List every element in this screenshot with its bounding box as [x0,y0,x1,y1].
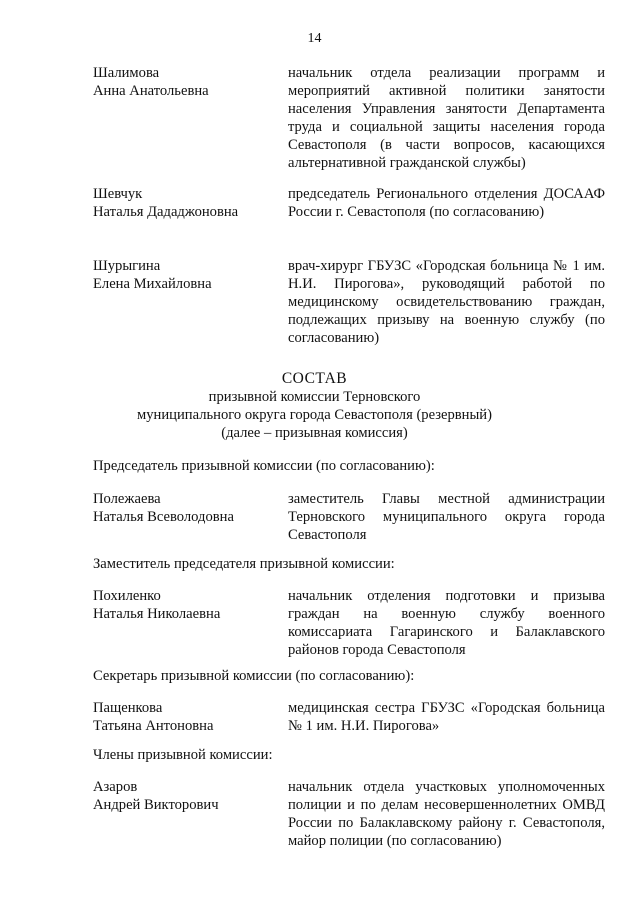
member-name [93,64,278,100]
member-surname: Полежаева [93,491,161,507]
member-given-names: Наталья Николаевна [93,606,221,622]
secretary-section-label: Секретарь призывной комиссии (по согласованию): [93,668,415,684]
composition-heading [0,370,629,442]
member-given-names: Наталья Дададжоновна [93,204,239,220]
member-given-names: Анна Анатольевна [93,83,209,99]
deputy-section-label: Заместитель председателя призывной комиссии: [93,556,395,572]
composition-subtitle-line: призывной комиссии Терновского [208,389,421,405]
member-surname: Азаров [93,779,138,795]
member-position: заместитель Главы местной администрации Терновского муниципального округа города Севастополя [288,491,605,543]
member-position: начальник отдела реализации программ и мероприятий активной политики занятости населения Управления занятости Департамента труда и социальной защиты населения города Севастополя (в части вопросов, касающихся альтернативной гражданской службы) [288,65,605,171]
member-position: врач-хирург ГБУЗС «Городская больница № 1 им. Н.И. Пирогова», руководящий работой по медицинскому освидетельствованию граждан, подлежащих призыву на военную службу (по согласованию) [288,258,605,346]
members-section-label: Члены призывной комиссии: [93,747,273,763]
chairman-section-label: Председатель призывной комиссии (по согласованию): [93,458,435,474]
member-surname: Шалимова [93,65,160,81]
page-number: 14 [307,31,322,46]
member-surname: Шевчук [93,186,143,202]
member-position: председатель Регионального отделения ДОСААФ России г. Севастополя (по согласованию) [288,186,605,220]
member-name [93,185,278,221]
member-surname: Похиленко [93,588,161,604]
member-position: начальник отделения подготовки и призыва граждан на военную службу военного комиссариата Гагаринского и Балаклавского районов города Севастополя [288,588,605,658]
member-position: начальник отдела участковых уполномоченных полиции и по делам несовершеннолетних ОМВД России по Балаклавскому району г. Севастополя, майор полиции (по согласованию) [288,779,605,849]
member-given-names: Татьяна Антоновна [93,718,214,734]
member-given-names: Елена Михайловна [93,276,212,292]
member-name [93,699,278,735]
member-name [93,490,278,526]
member-name [93,778,278,814]
composition-subtitle-line: муниципального округа города Севастополя (резервный) [137,407,492,423]
member-name [93,257,278,293]
member-position: медицинская сестра ГБУЗС «Городская больница № 1 им. Н.И. Пирогова» [288,700,605,734]
member-name [93,587,278,623]
member-surname: Пащенкова [93,700,163,716]
member-given-names: Наталья Всеволодовна [93,509,234,525]
composition-title: СОСТАВ [281,370,348,387]
member-given-names: Андрей Викторович [93,797,219,813]
member-surname: Шурыгина [93,258,161,274]
composition-subtitle-line: (далее – призывная комиссия) [221,425,408,441]
